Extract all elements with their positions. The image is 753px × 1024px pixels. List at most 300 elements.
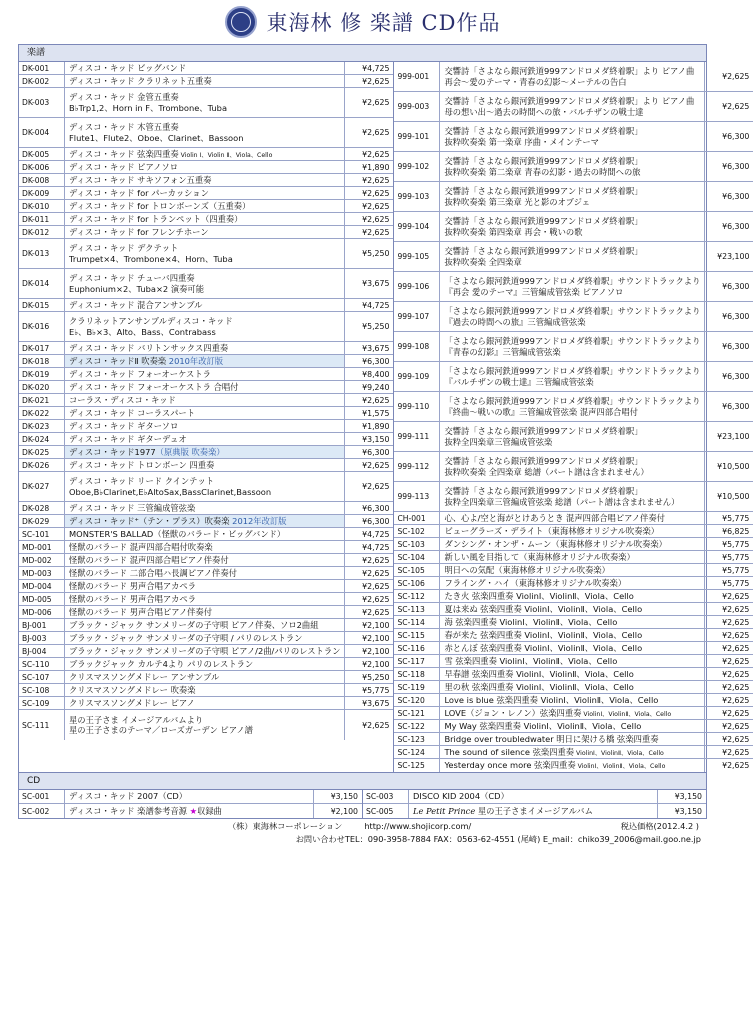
item-code: 999-111 bbox=[394, 422, 440, 451]
item-code: DK-016 bbox=[19, 312, 65, 341]
item-title-line: ディスコ・キッドⅡ 吹奏楽 2010年改訂版 bbox=[69, 355, 224, 366]
item-code: DK-023 bbox=[19, 420, 65, 432]
item-price: ¥2,625 bbox=[722, 682, 750, 692]
item-title bbox=[65, 671, 345, 683]
item-title-line: 「さよなら銀河鉄道999アンドロメダ終着駅」サウンドトラックより bbox=[444, 276, 701, 287]
item-title bbox=[440, 616, 705, 628]
item-title-line: ディスコ・キッド サキソフォン五重奏 bbox=[69, 174, 212, 185]
catalog-row bbox=[394, 733, 753, 746]
catalog-row bbox=[394, 422, 753, 452]
item-title bbox=[65, 580, 345, 592]
item-code: MD-001 bbox=[19, 541, 65, 553]
item-price: ¥1,890 bbox=[362, 162, 390, 172]
catalog-row bbox=[19, 619, 393, 632]
company-name: （株）東海林コーポレーション bbox=[228, 821, 343, 831]
item-title bbox=[440, 746, 705, 758]
item-price: ¥4,725 bbox=[362, 63, 390, 73]
catalog-row bbox=[19, 394, 393, 407]
item-title bbox=[65, 632, 345, 644]
item-title-line: 交響詩「さよなら銀河鉄道999アンドロメダ終着駅」 bbox=[444, 426, 643, 437]
item-price: ¥2,625 bbox=[722, 761, 750, 770]
item-code: 999-104 bbox=[394, 212, 440, 241]
page-title: 東海林 修 楽譜 CD作品 bbox=[266, 11, 501, 35]
item-title bbox=[440, 694, 705, 706]
item-title bbox=[440, 182, 705, 211]
item-price: ¥23,100 bbox=[717, 252, 750, 261]
item-title-line: ディスコ・キッド 金管五重奏 bbox=[69, 92, 179, 103]
item-title bbox=[440, 629, 705, 641]
item-price: ¥2,100 bbox=[330, 806, 358, 816]
item-title-line: ディスコ・キッド フォーオーケストラ bbox=[69, 368, 211, 379]
item-code: 999-102 bbox=[394, 152, 440, 181]
item-code: SC-003 bbox=[363, 790, 409, 803]
item-price: ¥1,575 bbox=[362, 408, 390, 418]
item-code: DK-026 bbox=[19, 459, 65, 471]
item-code: 999-105 bbox=[394, 242, 440, 271]
catalog-row bbox=[394, 694, 753, 707]
item-price: ¥2,625 bbox=[362, 149, 390, 159]
item-title bbox=[65, 645, 345, 657]
item-code: DK-011 bbox=[19, 213, 65, 225]
catalog-row bbox=[394, 302, 753, 332]
item-price: ¥3,150 bbox=[330, 792, 358, 801]
item-code: DK-028 bbox=[19, 502, 65, 514]
catalog-row bbox=[363, 804, 706, 818]
score-columns bbox=[19, 62, 750, 772]
item-title bbox=[65, 619, 345, 631]
item-title-line: ディスコ・キッド ギターソロ bbox=[69, 420, 179, 431]
item-code: MD-003 bbox=[19, 567, 65, 579]
item-title-line: 赤とんぼ 弦楽四重奏 ViolinⅠ、ViolinⅡ、Viola、Cello bbox=[444, 642, 643, 653]
item-title bbox=[65, 226, 345, 238]
item-price: ¥10,500 bbox=[717, 462, 750, 471]
item-title-line: 交響詩「さよなら銀河鉄道999アンドロメダ終着駅」より ピアノ曲 bbox=[444, 66, 695, 77]
item-title bbox=[65, 88, 345, 117]
item-title bbox=[65, 658, 345, 670]
item-title-line: 母の想い出〜過去の時間への旅・バルチザンの戦士達 bbox=[444, 106, 644, 117]
catalog-row bbox=[19, 684, 393, 697]
item-title-line: Oboe,B♭Clarinet,E♭AltoSax,BassClarinet,Bassoon bbox=[69, 486, 272, 497]
item-title-line: 怪獣のバラード 混声四部合唱ピアノ伴奏付 bbox=[69, 554, 229, 565]
item-title bbox=[65, 368, 345, 380]
item-code: SC-112 bbox=[394, 590, 440, 602]
item-title bbox=[65, 407, 345, 419]
item-code: DK-015 bbox=[19, 299, 65, 311]
item-price: ¥5,775 bbox=[722, 539, 750, 549]
item-price: ¥2,625 bbox=[722, 102, 750, 111]
item-code: DK-013 bbox=[19, 239, 65, 268]
catalog-table bbox=[18, 44, 750, 819]
item-code: SC-001 bbox=[19, 790, 65, 803]
catalog-row bbox=[19, 174, 393, 187]
item-price: ¥3,150 bbox=[362, 434, 390, 444]
catalog-row bbox=[394, 707, 753, 720]
catalog-row bbox=[394, 564, 753, 577]
item-price: ¥3,675 bbox=[362, 279, 390, 288]
item-code: SC-111 bbox=[19, 710, 65, 740]
item-title-line: ブラックジャック カルテ4より パリのレストラン bbox=[69, 658, 254, 669]
item-title-line: Euphonium×2、Tuba×2 演奏可能 bbox=[69, 283, 205, 294]
catalog-row bbox=[394, 512, 753, 525]
item-title bbox=[440, 332, 705, 361]
item-price: ¥6,300 bbox=[722, 162, 750, 171]
item-title-line: ディスコ・キッド コーラスパート bbox=[69, 407, 196, 418]
catalog-row bbox=[19, 381, 393, 394]
catalog-row bbox=[19, 187, 393, 200]
item-code: DK-003 bbox=[19, 88, 65, 117]
catalog-row bbox=[19, 632, 393, 645]
item-code: DK-005 bbox=[19, 148, 65, 160]
catalog-row bbox=[19, 161, 393, 174]
catalog-row bbox=[19, 541, 393, 554]
item-price: ¥6,300 bbox=[362, 356, 390, 366]
item-price: ¥2,625 bbox=[362, 482, 390, 491]
item-code: MD-006 bbox=[19, 606, 65, 618]
item-price: ¥2,625 bbox=[362, 227, 390, 237]
item-title bbox=[440, 302, 705, 331]
catalog-row bbox=[19, 118, 393, 148]
item-price: ¥2,100 bbox=[362, 659, 390, 669]
item-title-line: 明日への気配（東海林修オリジナル吹奏楽） bbox=[444, 564, 610, 575]
item-code: 999-003 bbox=[394, 92, 440, 121]
item-price: ¥1,890 bbox=[362, 421, 390, 431]
item-code: DK-027 bbox=[19, 472, 65, 501]
item-title-line: 交響詩「さよなら銀河鉄道999アンドロメダ終着駅」 bbox=[444, 216, 643, 227]
item-code: SC-103 bbox=[394, 538, 440, 550]
item-title bbox=[65, 174, 345, 186]
item-price: ¥2,625 bbox=[722, 617, 750, 627]
item-title-line: DISCO KID 2004（CD） bbox=[413, 791, 509, 802]
item-price: ¥2,625 bbox=[362, 568, 390, 578]
catalog-row bbox=[19, 355, 393, 368]
item-price: ¥8,400 bbox=[362, 369, 390, 379]
item-title-line: 交響詩「さよなら銀河鉄道999アンドロメダ終着駅」 bbox=[444, 156, 643, 167]
catalog-row bbox=[394, 629, 753, 642]
item-code: BJ-003 bbox=[19, 632, 65, 644]
catalog-row bbox=[394, 332, 753, 362]
catalog-row bbox=[19, 75, 393, 88]
item-title bbox=[440, 62, 705, 91]
item-title-line: ディスコ・キッド for フレンチホーン bbox=[69, 226, 209, 237]
catalog-row bbox=[19, 459, 393, 472]
item-code: SC-106 bbox=[394, 577, 440, 589]
item-price: ¥5,250 bbox=[362, 322, 390, 331]
catalog-row bbox=[394, 525, 753, 538]
item-title bbox=[440, 122, 705, 151]
item-title-line: ディスコ・キッド チューバ四重奏 bbox=[69, 273, 195, 284]
item-price: ¥9,240 bbox=[362, 382, 390, 392]
catalog-row bbox=[19, 148, 393, 161]
catalog-row bbox=[19, 312, 393, 342]
item-title-line: The sound of silence 弦楽四重奏 ViolinⅠ、ViolinⅡ、Viola、Cello bbox=[444, 746, 664, 757]
item-price: ¥2,625 bbox=[722, 604, 750, 614]
item-price: ¥6,300 bbox=[722, 282, 750, 291]
item-title bbox=[440, 642, 705, 654]
item-price: ¥2,625 bbox=[362, 594, 390, 604]
item-price: ¥3,675 bbox=[362, 343, 390, 353]
item-price: ¥4,725 bbox=[362, 542, 390, 552]
item-title-line: 新しい風を目指して（東海林修オリジナル吹奏楽） bbox=[444, 551, 635, 562]
item-title-line: 早春譜 弦楽四重奏 ViolinⅠ、ViolinⅡ、Viola、Cello bbox=[444, 668, 634, 679]
item-title-line: 『終曲〜戦いの歌』三管編成管弦楽 混声四部合唱付 bbox=[444, 406, 638, 417]
catalog-row bbox=[394, 92, 753, 122]
item-title-line: ブラック・ジャック サンメリーダの子守唄 ピアノ/2曲/パリのレストラン bbox=[69, 645, 341, 656]
item-title-line: ディスコ・キッド1977（原典版 吹奏楽） bbox=[69, 446, 225, 457]
item-title bbox=[440, 272, 705, 301]
item-code: 999-101 bbox=[394, 122, 440, 151]
item-title bbox=[65, 239, 345, 268]
catalog-row bbox=[19, 342, 393, 355]
catalog-row bbox=[394, 362, 753, 392]
catalog-row bbox=[19, 528, 393, 541]
catalog-row bbox=[394, 242, 753, 272]
company-url[interactable]: http://www.shojicorp.com/ bbox=[364, 821, 472, 831]
item-code: SC-115 bbox=[394, 629, 440, 641]
item-title bbox=[440, 603, 705, 615]
item-price: ¥6,300 bbox=[722, 342, 750, 351]
item-code: SC-002 bbox=[19, 804, 65, 818]
catalog-row bbox=[19, 658, 393, 671]
item-code: SC-107 bbox=[19, 671, 65, 683]
catalog-row bbox=[19, 554, 393, 567]
item-title bbox=[65, 684, 345, 696]
item-code: MD-005 bbox=[19, 593, 65, 605]
item-code: SC-121 bbox=[394, 707, 440, 719]
item-title bbox=[440, 392, 705, 421]
item-code: 999-103 bbox=[394, 182, 440, 211]
item-title bbox=[440, 759, 705, 772]
item-title-line: 「さよなら銀河鉄道999アンドロメダ終着駅」サウンドトラックより bbox=[444, 396, 701, 407]
item-price: ¥5,250 bbox=[362, 672, 390, 682]
item-title-line: ディスコ・キッド ビッグバンド bbox=[69, 62, 187, 73]
item-price: ¥4,725 bbox=[362, 300, 390, 310]
catalog-row bbox=[19, 62, 393, 75]
catalog-row bbox=[394, 655, 753, 668]
item-title bbox=[440, 668, 705, 680]
item-price: ¥2,625 bbox=[722, 643, 750, 653]
catalog-row bbox=[394, 616, 753, 629]
item-code: MD-004 bbox=[19, 580, 65, 592]
item-title-line: 『過去の時間への旅』三管編成管弦楽 bbox=[444, 316, 586, 327]
item-code: DK-004 bbox=[19, 118, 65, 147]
catalog-row bbox=[394, 182, 753, 212]
catalog-row bbox=[19, 433, 393, 446]
item-title-line: ディスコ・キッド フォーオーケストラ 合唱付 bbox=[69, 381, 239, 392]
catalog-row bbox=[363, 790, 706, 804]
catalog-row bbox=[394, 759, 753, 772]
item-code: DK-029 bbox=[19, 515, 65, 527]
item-title bbox=[65, 593, 345, 605]
item-title bbox=[65, 515, 345, 527]
item-title-line: MONSTER'S BALLAD（怪獣のバラード・ビッグバンド） bbox=[69, 528, 286, 539]
item-title-line: 怪獣のバラード 男声合唱アカペラ bbox=[69, 593, 197, 604]
item-title bbox=[440, 564, 705, 576]
item-title bbox=[65, 472, 345, 501]
item-price: ¥5,775 bbox=[362, 685, 390, 695]
item-title-line: 「さよなら銀河鉄道999アンドロメダ終着駅」サウンドトラックより bbox=[444, 306, 701, 317]
item-title-line: 星の王子さま イメージアルバムより bbox=[69, 714, 204, 725]
item-title bbox=[440, 538, 705, 550]
item-title-line: 抜粋全四楽章三管編成管弦楽 総譜（パート譜は含まれません） bbox=[444, 496, 680, 507]
item-code: DK-024 bbox=[19, 433, 65, 445]
item-price: ¥3,150 bbox=[674, 792, 702, 801]
item-title-line: ディスコ・キッド デクテット bbox=[69, 243, 179, 254]
item-title bbox=[65, 355, 345, 367]
catalog-row bbox=[394, 668, 753, 681]
item-price: ¥2,625 bbox=[362, 720, 390, 730]
item-title-line: ディスコ・キッド クラリネット五重奏 bbox=[69, 75, 212, 86]
item-title-line: クリスマスソングメドレー アンサンブル bbox=[69, 671, 220, 682]
item-price: ¥2,625 bbox=[722, 708, 750, 718]
item-code: DK-001 bbox=[19, 62, 65, 74]
item-title-line: 再会〜愛のテーマ・青春の幻影〜メーテルの告白 bbox=[444, 76, 627, 87]
item-code: BJ-004 bbox=[19, 645, 65, 657]
catalog-row bbox=[19, 502, 393, 515]
item-title bbox=[65, 213, 345, 225]
item-title bbox=[65, 342, 345, 354]
item-code: SC-104 bbox=[394, 551, 440, 563]
page-footer bbox=[18, 821, 707, 849]
item-code: SC-109 bbox=[19, 697, 65, 709]
item-code: CH-001 bbox=[394, 512, 440, 524]
item-title bbox=[440, 152, 705, 181]
catalog-row bbox=[19, 269, 393, 299]
item-title-line: 交響詩「さよなら銀河鉄道999アンドロメダ終着駅」 bbox=[444, 456, 643, 467]
item-title-line: 「さよなら銀河鉄道999アンドロメダ終着駅」サウンドトラックより bbox=[444, 366, 701, 377]
item-code: SC-122 bbox=[394, 720, 440, 732]
item-title bbox=[65, 541, 345, 553]
item-price: ¥2,625 bbox=[362, 188, 390, 198]
item-code: SC-118 bbox=[394, 668, 440, 680]
catalog-row bbox=[19, 420, 393, 433]
item-price: ¥2,625 bbox=[362, 128, 390, 137]
item-title-line: ディスコ・キッド ギターデュオ bbox=[69, 433, 187, 444]
item-title-line: 「さよなら銀河鉄道999アンドロメダ終着駅」サウンドトラックより bbox=[444, 336, 701, 347]
item-title-line: 星の王子さまのテーマ／ローズガーデン ピアノ譜 bbox=[69, 725, 253, 735]
item-title-line: Love is blue 弦楽四重奏 ViolinⅠ、ViolinⅡ、Viola、Cello bbox=[444, 694, 659, 705]
item-title bbox=[440, 212, 705, 241]
item-title bbox=[65, 710, 345, 740]
catalog-row bbox=[19, 804, 362, 818]
catalog-row bbox=[394, 538, 753, 551]
catalog-row bbox=[394, 62, 753, 92]
item-title-line: 『バルチザンの戦士達』三管編成管弦楽 bbox=[444, 376, 594, 387]
item-title bbox=[65, 381, 345, 393]
item-title-line: E♭、B♭×3、Alto、Bass、Contrabass bbox=[69, 326, 216, 337]
catalog-row bbox=[19, 606, 393, 619]
catalog-row bbox=[19, 407, 393, 420]
catalog-row bbox=[19, 567, 393, 580]
item-title-line: 雪 弦楽四重奏 ViolinⅠ、ViolinⅡ、Viola、Cello bbox=[444, 655, 618, 666]
item-code: DK-025 bbox=[19, 446, 65, 458]
item-price: ¥2,625 bbox=[362, 395, 390, 405]
item-price: ¥2,625 bbox=[362, 175, 390, 185]
item-price: ¥6,300 bbox=[722, 312, 750, 321]
catalog-row bbox=[394, 392, 753, 422]
item-title-line: 怪獣のバラード 二部合唱ハ長調ピアノ伴奏付 bbox=[69, 567, 237, 578]
item-price: ¥5,775 bbox=[722, 565, 750, 575]
item-title-line: 交響詩「さよなら銀河鉄道999アンドロメダ終着駅」 bbox=[444, 486, 643, 497]
item-title-line: ディスコ・キッド 混合アンサンブル bbox=[69, 299, 203, 310]
item-price: ¥4,725 bbox=[362, 529, 390, 539]
item-code: DK-008 bbox=[19, 174, 65, 186]
item-code: DK-002 bbox=[19, 75, 65, 87]
page-header bbox=[18, 0, 707, 44]
catalog-row bbox=[19, 200, 393, 213]
item-title bbox=[440, 590, 705, 602]
catalog-row bbox=[394, 152, 753, 182]
item-code: DK-010 bbox=[19, 200, 65, 212]
item-code: SC-124 bbox=[394, 746, 440, 758]
item-title bbox=[440, 242, 705, 271]
item-title-line: たき火 弦楽四重奏 ViolinⅠ、ViolinⅡ、Viola、Cello bbox=[444, 590, 634, 601]
item-title-line: 抜粋吹奏楽 第一楽章 序曲・メインテーマ bbox=[444, 136, 599, 147]
item-title bbox=[440, 452, 705, 481]
item-title-line: 『青春の幻影』三管編成管弦楽 bbox=[444, 346, 561, 357]
catalog-row bbox=[19, 239, 393, 269]
catalog-row bbox=[19, 593, 393, 606]
item-title-line: クリスマスソングメドレー ピアノ bbox=[69, 697, 195, 708]
item-code: DK-018 bbox=[19, 355, 65, 367]
item-code: DK-009 bbox=[19, 187, 65, 199]
item-title-line: 怪獣のバラード 混声四部合唱付吹奏楽 bbox=[69, 541, 213, 552]
section-header-score: 楽譜 bbox=[19, 45, 706, 62]
item-price: ¥2,625 bbox=[362, 581, 390, 591]
item-title bbox=[409, 790, 658, 803]
item-title-line: 抜粋吹奏楽 全四楽章 bbox=[444, 256, 522, 267]
item-title bbox=[440, 577, 705, 589]
item-title bbox=[65, 528, 345, 540]
item-title bbox=[440, 482, 705, 511]
item-price: ¥6,300 bbox=[722, 192, 750, 201]
item-title bbox=[409, 804, 658, 818]
item-price: ¥2,625 bbox=[722, 747, 750, 757]
item-code: DK-017 bbox=[19, 342, 65, 354]
item-price: ¥2,625 bbox=[362, 607, 390, 617]
item-code: SC-114 bbox=[394, 616, 440, 628]
item-code: 999-107 bbox=[394, 302, 440, 331]
catalog-row bbox=[19, 580, 393, 593]
item-title-line: 抜粋吹奏楽 第二楽章 青春の幻影・過去の時間への旅 bbox=[444, 166, 641, 177]
cd-right-column bbox=[363, 790, 706, 818]
item-code: 999-110 bbox=[394, 392, 440, 421]
item-price: ¥6,825 bbox=[722, 526, 750, 536]
item-code: SC-120 bbox=[394, 694, 440, 706]
item-title-line: Le Petit Prince 星の王子さまイメージアルバム bbox=[413, 805, 593, 816]
item-price: ¥23,100 bbox=[717, 432, 750, 441]
item-title-line: クリスマスソングメドレー 吹奏楽 bbox=[69, 684, 196, 695]
item-title bbox=[65, 502, 345, 514]
catalog-row bbox=[19, 88, 393, 118]
item-title-line: 春が来た 弦楽四重奏 ViolinⅠ、ViolinⅡ、Viola、Cello bbox=[444, 629, 643, 640]
item-title-line: ブラック・ジャック サンメリーダの子守唄 ピアノ伴奏、ソロ2曲組 bbox=[69, 619, 319, 630]
item-title-line: ディスコ・キッド 弦楽四重奏 Violin Ⅰ、Violin Ⅱ、Viola、Cello bbox=[69, 148, 273, 159]
item-title-line: 怪獣のバラード 男声合唱アカペラ bbox=[69, 580, 197, 591]
item-code: 999-108 bbox=[394, 332, 440, 361]
item-title-line: ダンシング・オンザ・ムーン（東海林修オリジナル吹奏楽） bbox=[444, 538, 667, 549]
item-title bbox=[65, 75, 345, 87]
item-code: SC-125 bbox=[394, 759, 440, 772]
item-title-line: ブラック・ジャック サンメリーダの子守唄 / パリのレストラン bbox=[69, 632, 303, 643]
item-price: ¥6,300 bbox=[362, 447, 390, 457]
item-code: 999-112 bbox=[394, 452, 440, 481]
item-title bbox=[65, 269, 345, 298]
item-title bbox=[65, 200, 345, 212]
item-title-line: ディスコ・キッド 三管編成管弦楽 bbox=[69, 502, 196, 513]
contact-info: お問い合わせTEL：090-3958-7884 FAX：0563-62-4551 (尾崎) E_mail：chiko39_2006@mail.goo.ne.jp bbox=[295, 834, 701, 844]
item-code: DK-021 bbox=[19, 394, 65, 406]
catalog-row bbox=[394, 551, 753, 564]
